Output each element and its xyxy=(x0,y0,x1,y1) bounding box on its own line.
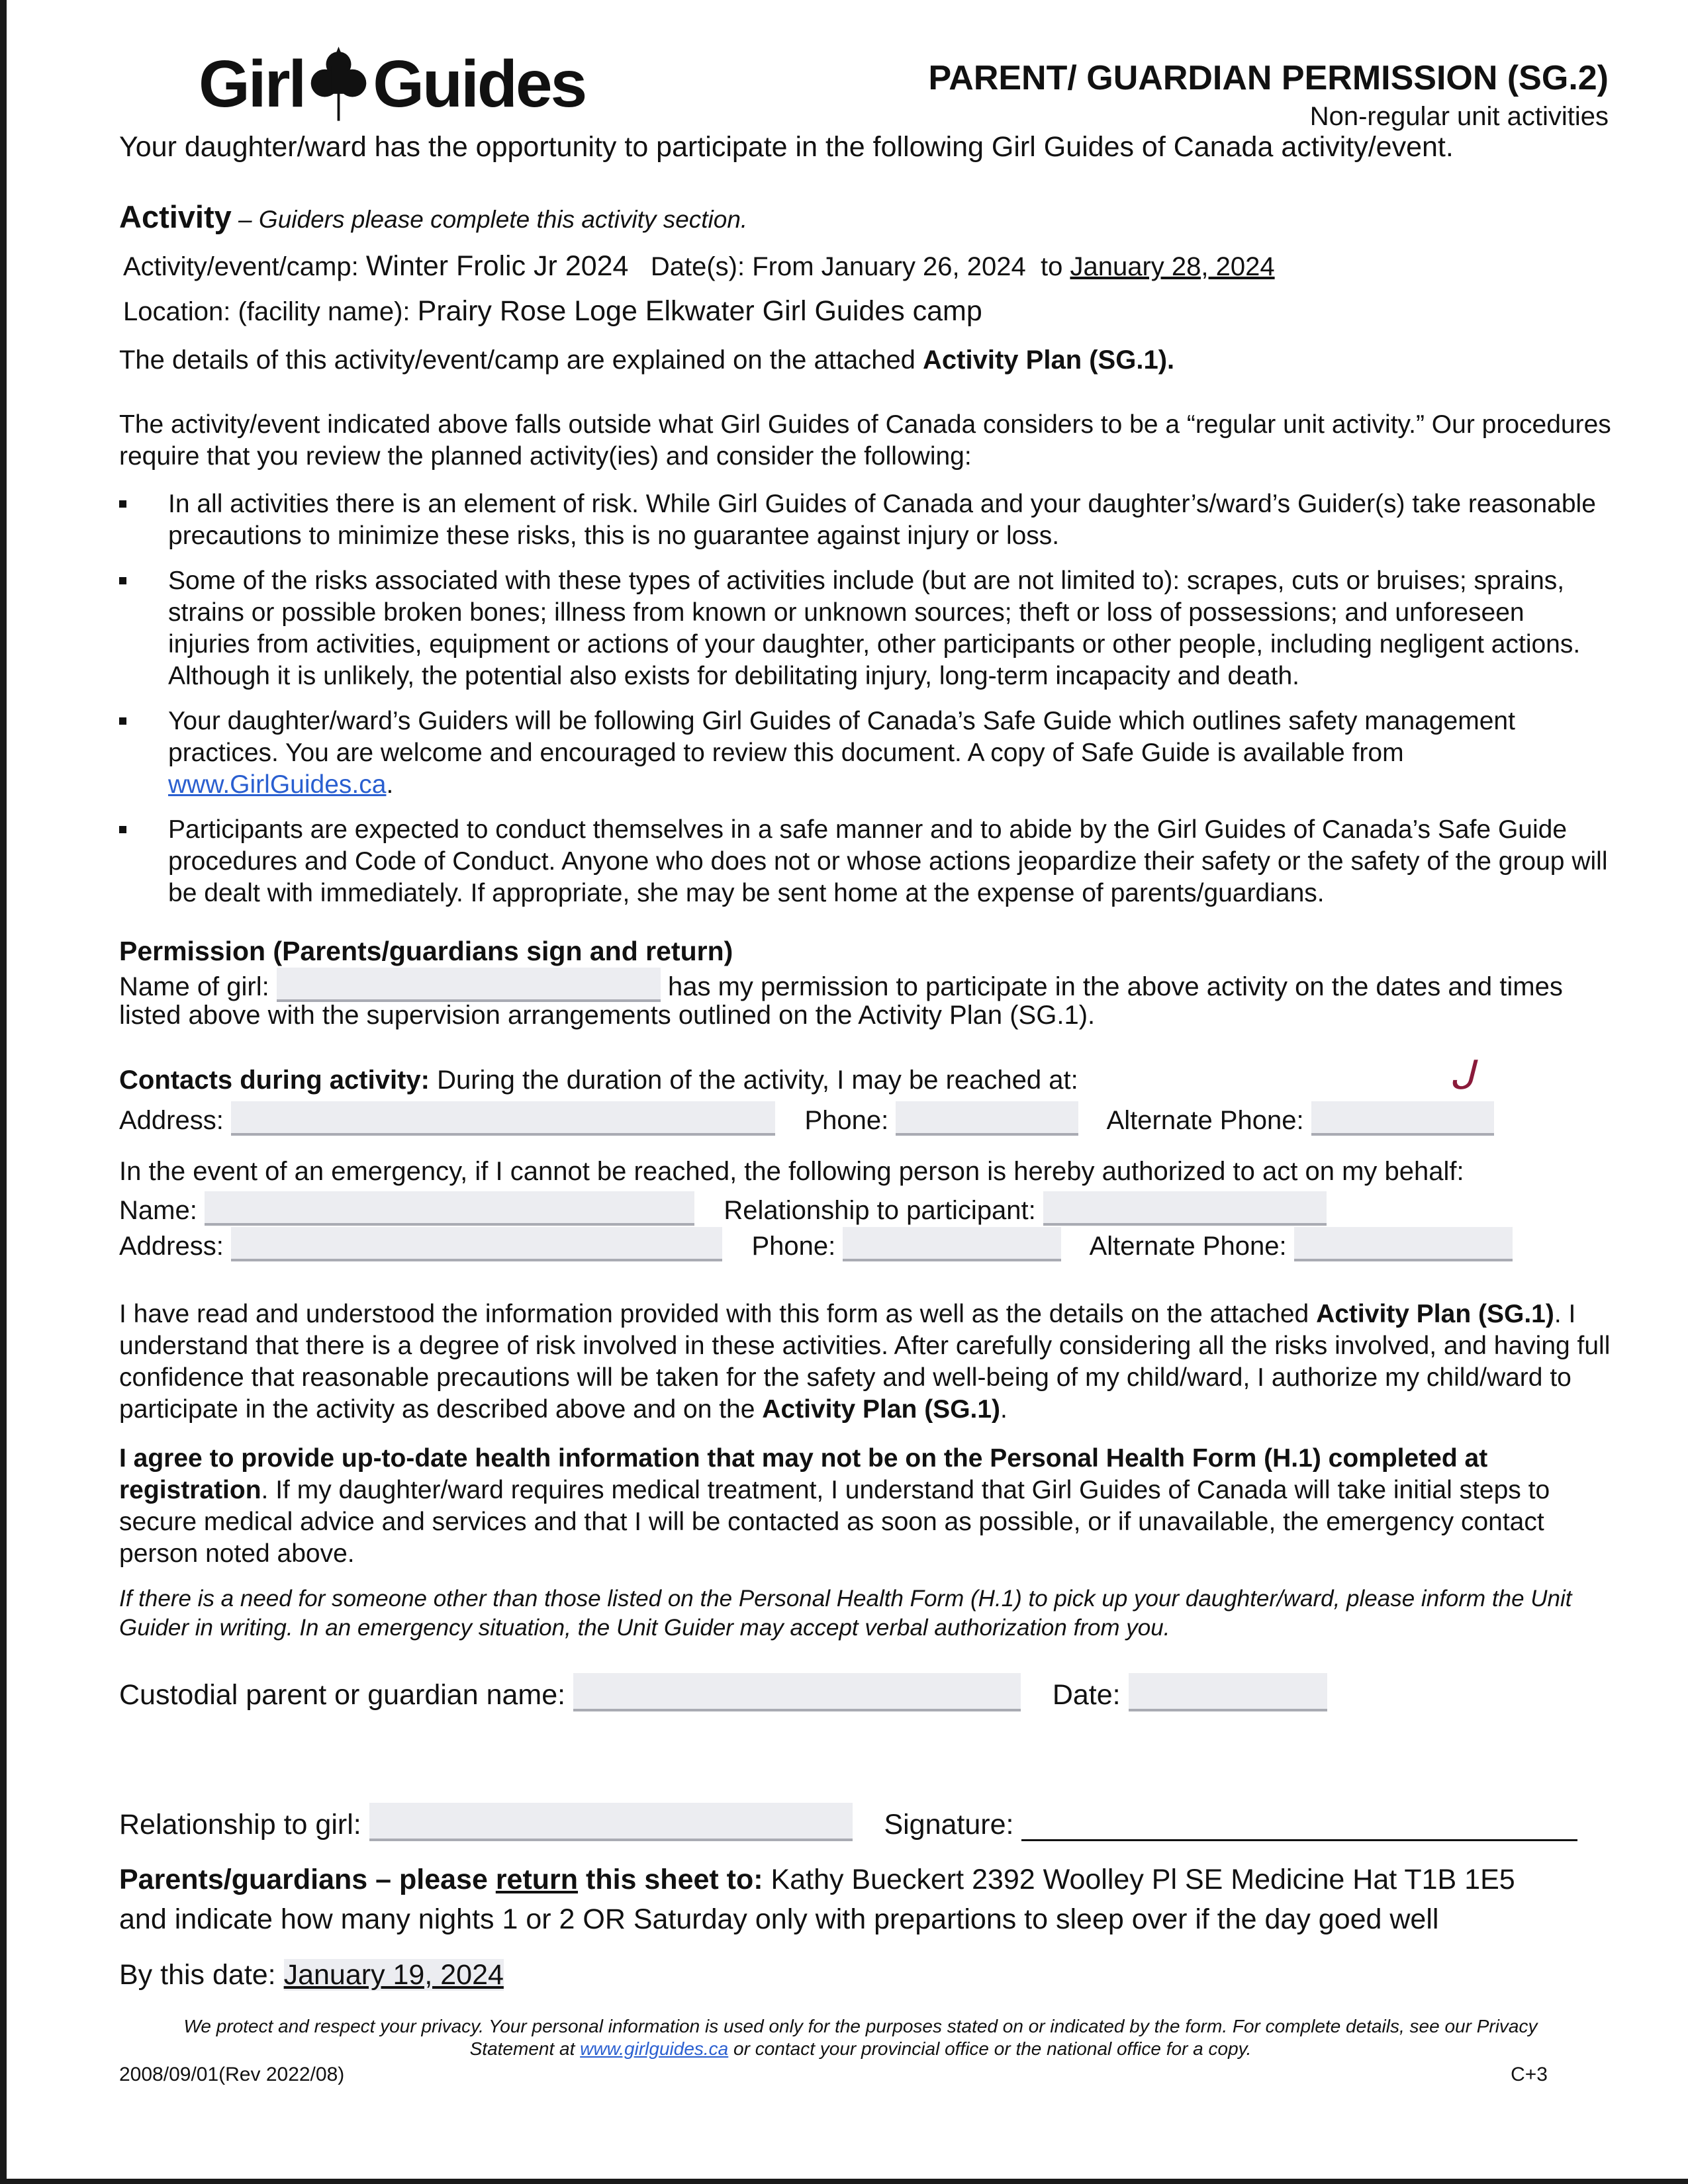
privacy-text: or contact your provincial office or the national office for a copy. xyxy=(728,2038,1252,2059)
details-bold: Activity Plan (SG.1). xyxy=(923,345,1175,375)
revision-code: 2008/09/01(Rev 2022/08) xyxy=(119,2064,345,2085)
permission-text-line2: listed above with the supervision arrangements outlined on the Activity Plan (SG.1). xyxy=(119,1001,1096,1030)
dates-label: Date(s): From xyxy=(650,252,814,281)
intro-text: Your daughter/ward has the opportunity to participate in the following Girl Guides of Canada activity/event. xyxy=(119,131,1454,163)
permission-text: has my permission to participate in the above activity on the dates and times xyxy=(668,972,1563,1001)
agreement-text: I have read and understood the information provided with this form as well as the details on the attached xyxy=(119,1300,1317,1328)
agreement-bold: Activity Plan (SG.1) xyxy=(1316,1300,1554,1328)
bullet-text: Your daughter/ward’s Guiders will be following Girl Guides of Canada’s Safe Guide which outlines safety management practices. You are welcome and encouraged to review this document. A copy of Safe Guide is available from xyxy=(168,707,1515,767)
activity-details xyxy=(119,345,1174,375)
trefoil-icon xyxy=(307,46,370,122)
em-relationship-field[interactable] xyxy=(1043,1191,1327,1226)
return-label-a: Parents/guardians – please xyxy=(119,1864,496,1895)
event-value[interactable]: Winter Frolic Jr 2024 xyxy=(365,250,629,282)
bullet-icon xyxy=(119,500,126,508)
return-row xyxy=(119,1864,1515,1896)
logo-text-guides: Guides xyxy=(373,47,586,121)
permission-heading: Permission (Parents/guardians sign and return) xyxy=(119,936,733,966)
by-date-value[interactable]: January 19, 2024 xyxy=(283,1959,504,1991)
permission-row xyxy=(119,968,1563,1002)
risk-bullet xyxy=(119,488,1609,552)
name-of-girl-label: Name of girl: xyxy=(119,972,269,1001)
contacts-heading: Contacts during activity: xyxy=(119,1066,430,1095)
relationship-row xyxy=(119,1803,1577,1841)
activity-heading xyxy=(119,199,747,235)
signature-label: Signature: xyxy=(884,1809,1014,1841)
bullet-text: Participants are expected to conduct themselves in a safe manner and to abide by the Girl Guides of Canada’s Safe Guide procedures and Code of Conduct. Anyone who does not or whose actions jeopardize their safety or the safety of the group will be dealt with immediately. If appropriate, she may be sent home at the expense of parents/guardians. xyxy=(168,815,1608,907)
return-label-return: return xyxy=(495,1864,579,1895)
health-paragraph xyxy=(119,1443,1615,1570)
risk-intro: The activity/event indicated above falls outside what Girl Guides of Canada considers to be a “regular unit activity.” Our procedures require that you review the planned activity(ies) and consider the following: xyxy=(119,410,1611,471)
emergency-intro: In the event of an emergency, if I cannot be reached, the following person is hereby authorized to act on my behalf: xyxy=(119,1157,1464,1186)
agreement-paragraph xyxy=(119,1298,1615,1426)
emergency-address-row xyxy=(119,1227,1513,1261)
em-address-label: Address: xyxy=(119,1232,224,1261)
activity-heading-label: Activity xyxy=(119,199,232,234)
guardian-name-label: Custodial parent or guardian name: xyxy=(119,1679,566,1711)
em-phone-field[interactable] xyxy=(843,1227,1061,1261)
ink-checkmark: ᒍ xyxy=(1450,1053,1475,1097)
bullet-suffix: . xyxy=(386,770,394,799)
em-relationship-label: Relationship to participant: xyxy=(724,1196,1036,1225)
privacy-statement xyxy=(132,2015,1589,2060)
form-code: C+3 xyxy=(1511,2064,1548,2085)
relationship-field[interactable] xyxy=(369,1803,853,1841)
return-address: Kathy Bueckert 2392 Woolley Pl SE Medicine Hat T1B 1E5 xyxy=(763,1864,1515,1895)
alt-phone-label: Alternate Phone: xyxy=(1106,1106,1304,1135)
bullet-text: In all activities there is an element of risk. While Girl Guides of Canada and your daughter’s/ward’s Guider(s) take reasonable precautions to minimize these risks, this is no guarantee against injury or loss. xyxy=(168,490,1596,550)
bullet-icon xyxy=(119,717,126,725)
agreement-text: . xyxy=(1000,1395,1008,1424)
address-field[interactable] xyxy=(231,1101,775,1136)
date-from-value[interactable]: January 26, 2024 xyxy=(821,252,1026,281)
logo-text-girl: Girl xyxy=(199,47,305,121)
page-subtitle: Non-regular unit activities xyxy=(1309,102,1609,131)
contacts-heading-text: During the duration of the activity, I may be reached at: xyxy=(429,1066,1078,1095)
safe-guide-link[interactable]: www.GirlGuides.ca xyxy=(168,770,387,799)
risk-bullet xyxy=(119,705,1609,801)
page-title: PARENT/ GUARDIAN PERMISSION (SG.2) xyxy=(928,59,1609,97)
address-label: Address: xyxy=(119,1106,224,1135)
agreement-bold: Activity Plan (SG.1) xyxy=(762,1395,1001,1424)
to-label: to xyxy=(1041,252,1063,281)
emergency-name-row xyxy=(119,1191,1327,1226)
health-text: . If my daughter/ward requires medical treatment, I understand that Girl Guides of Canada will take initial steps to secure medical advice and services and that I will be contacted as soon as possible, or if unavailable, the emergency contact person noted above. xyxy=(119,1476,1550,1568)
date-label: Date: xyxy=(1052,1679,1121,1711)
privacy-text: Statement at xyxy=(469,2038,581,2059)
em-alt-phone-label: Alternate Phone: xyxy=(1089,1232,1287,1261)
privacy-line2 xyxy=(132,2038,1589,2060)
return-note: and indicate how many nights 1 or 2 OR Saturday only with prepartions to sleep over if the day goed well xyxy=(119,1903,1439,1935)
em-address-field[interactable] xyxy=(231,1227,722,1261)
location-label: Location: (facility name): xyxy=(123,297,410,326)
scan-edge xyxy=(0,0,7,2184)
guardian-name-field[interactable] xyxy=(573,1673,1021,1711)
privacy-line1: We protect and respect your privacy. Your personal information is used only for the purposes stated on or indicated by the form. For complete details, see our Privacy xyxy=(183,2016,1538,2036)
contacts-row xyxy=(119,1101,1494,1136)
bullet-icon xyxy=(119,577,126,584)
risk-bullet xyxy=(119,565,1609,692)
risk-bullet xyxy=(119,814,1609,909)
details-text: The details of this activity/event/camp are explained on the attached xyxy=(119,345,923,375)
alt-phone-field[interactable] xyxy=(1311,1101,1494,1136)
by-date-label: By this date: xyxy=(119,1959,276,1991)
by-date-row xyxy=(119,1959,504,1991)
activity-heading-note: – Guiders please complete this activity section. xyxy=(231,206,748,233)
bullet-icon xyxy=(119,826,126,833)
name-of-girl-field[interactable] xyxy=(277,968,661,1002)
phone-label: Phone: xyxy=(804,1106,889,1135)
event-label: Activity/event/camp: xyxy=(123,252,359,281)
em-name-label: Name: xyxy=(119,1196,197,1225)
location-value[interactable]: Prairy Rose Loge Elkwater Girl Guides camp xyxy=(417,295,982,327)
em-phone-label: Phone: xyxy=(751,1232,836,1261)
signature-field[interactable] xyxy=(1021,1810,1577,1841)
date-field[interactable] xyxy=(1129,1673,1327,1711)
privacy-link[interactable]: www.girlguides.ca xyxy=(580,2038,729,2059)
return-label-b: this sheet to: xyxy=(578,1864,763,1895)
risk-bullets xyxy=(119,488,1609,923)
contacts-heading-row xyxy=(119,1066,1078,1095)
guardian-row xyxy=(119,1673,1327,1711)
location-row xyxy=(123,295,982,328)
em-name-field[interactable] xyxy=(205,1191,694,1226)
scan-edge xyxy=(0,2179,1688,2184)
relationship-label: Relationship to girl: xyxy=(119,1809,361,1841)
activity-event-row xyxy=(123,250,1275,283)
date-to-value[interactable]: January 28, 2024 xyxy=(1070,252,1275,281)
pickup-note: If there is a need for someone other than those listed on the Personal Health Form (H.1) to pick up your daughter/ward, please inform the Unit Guider in writing. In an emergency situation, the Unit Guider may accept verbal authorization from you. xyxy=(119,1586,1572,1641)
bullet-text: Some of the risks associated with these types of activities include (but are not limited to): scrapes, cuts or bruises; sprains, strains or possible broken bones; illness from known or unknown sources; theft or loss of possessions; and unforeseen injuries from activities, equipment or actions of your daughter, other participants or other people, including negligent actions. Although it is unlikely, the potential also exists for debilitating injury, long-term incapacity and death. xyxy=(168,567,1581,690)
girl-guides-logo xyxy=(199,46,585,122)
health-bold: I agree to provide up-to-date health information that may not be on the Personal Health Form (H.1) completed at registration xyxy=(119,1444,1488,1504)
agreement-text: . I understand that there is a degree of risk involved in these activities. After carefully considering all the risks involved, and having full confidence that reasonable precautions will be taken for the safety and well-being of my child/ward, I authorize my child/ward to participate in the activity as described above and on the xyxy=(119,1300,1611,1424)
phone-field[interactable] xyxy=(896,1101,1078,1136)
em-alt-phone-field[interactable] xyxy=(1294,1227,1513,1261)
